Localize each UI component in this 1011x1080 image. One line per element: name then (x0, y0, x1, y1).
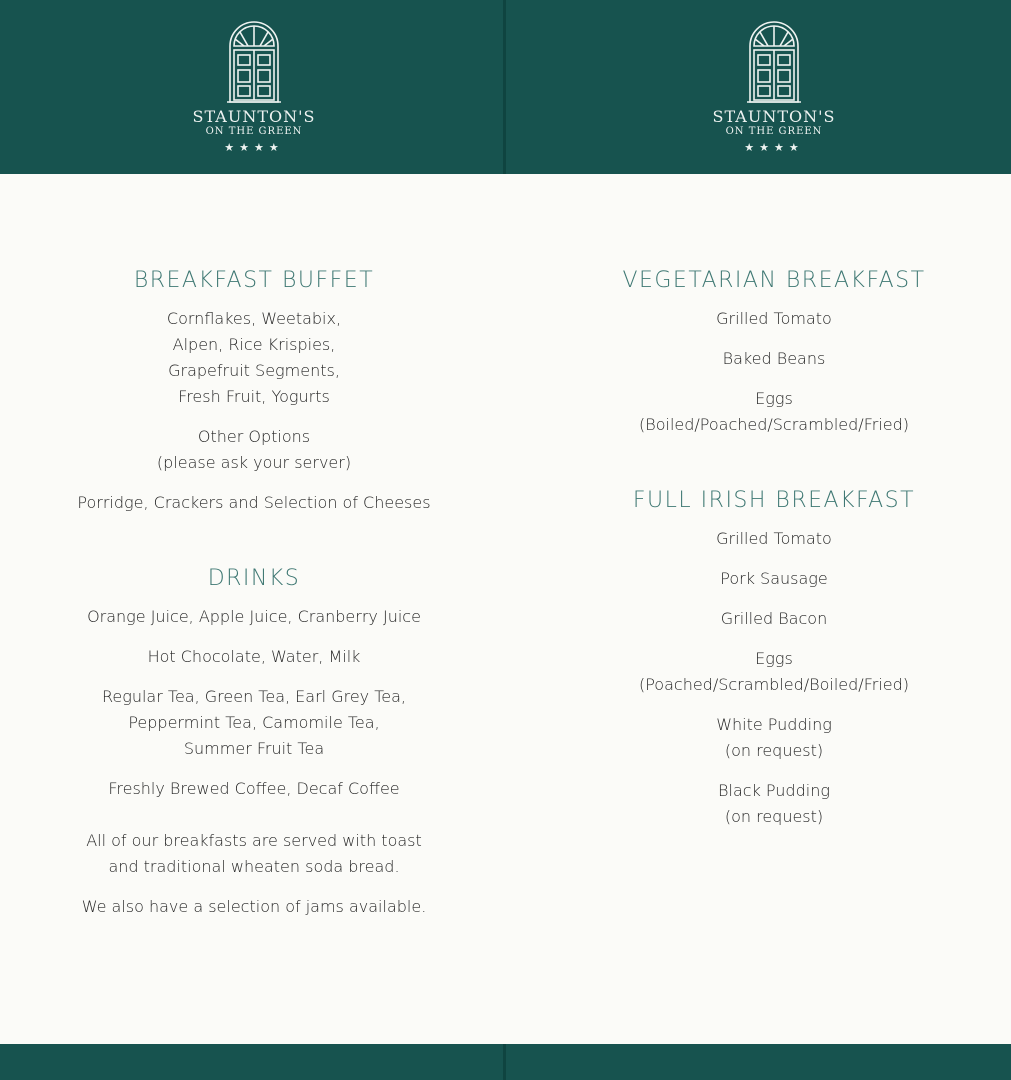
menu-item (534, 386, 1011, 438)
star-rating: ★★★★ (224, 141, 284, 154)
menu-item (534, 566, 1011, 592)
note-line: We also have a selection of jams available. (81, 897, 427, 916)
item-line: Baked Beans (722, 349, 826, 368)
logo-right (674, 16, 874, 154)
menu-item (14, 424, 494, 476)
item-line: Other Options (197, 427, 311, 446)
star-rating: ★★★★ (744, 141, 804, 154)
item-line: Grilled Tomato (716, 309, 832, 328)
item-line: (on request) (724, 741, 824, 760)
section-title-buffet: BREAKFAST BUFFET (133, 268, 375, 293)
item-line: Black Pudding (718, 781, 830, 800)
item-line: (on request) (724, 807, 824, 826)
item-line: Fresh Fruit, Yogurts (178, 387, 330, 406)
item-line: White Pudding (716, 715, 832, 734)
item-line: Summer Fruit Tea (183, 739, 325, 758)
menu-item (14, 776, 494, 802)
item-line: (Boiled/Poached/Scrambled/Fried) (638, 415, 909, 434)
item-line: Alpen, Rice Krispies, (172, 335, 336, 354)
left-column (14, 264, 494, 934)
menu-item (14, 306, 494, 410)
logo-left (154, 16, 354, 154)
menu-item (14, 644, 494, 670)
item-line: Grilled Tomato (716, 529, 832, 548)
item-line: Grapefruit Segments, (168, 361, 340, 380)
menu-item (14, 490, 494, 516)
menu-item (14, 604, 494, 630)
item-line: (Poached/Scrambled/Boiled/Fried) (638, 675, 909, 694)
item-line: Grilled Bacon (720, 609, 828, 628)
item-line: Orange Juice, Apple Juice, Cranberry Juice (87, 607, 421, 626)
brand-tagline: ON THE GREEN (725, 126, 823, 137)
door-icon (746, 16, 802, 104)
menu-item (534, 526, 1011, 552)
item-line: Regular Tea, Green Tea, Earl Grey Tea, (101, 687, 407, 706)
item-line: Freshly Brewed Coffee, Decaf Coffee (108, 779, 400, 798)
menu-item (534, 712, 1011, 764)
menu-item (534, 346, 1011, 372)
section-title-vegetarian: VEGETARIAN BREAKFAST (622, 268, 926, 293)
item-line: (please ask your server) (156, 453, 352, 472)
menu-note (14, 894, 494, 920)
menu-item (534, 606, 1011, 632)
brand-name: STAUNTON'S (712, 107, 836, 126)
note-line: and traditional wheaten soda bread. (108, 857, 400, 876)
brand-name: STAUNTON'S (192, 107, 316, 126)
right-column (534, 264, 1011, 844)
menu-item (534, 306, 1011, 332)
brand-tagline: ON THE GREEN (205, 126, 303, 137)
note-line: All of our breakfasts are served with toast (86, 831, 422, 850)
menu-note (14, 828, 494, 880)
section-title-irish: FULL IRISH BREAKFAST (632, 488, 916, 513)
page-fold (503, 0, 506, 174)
item-line: Eggs (755, 649, 793, 668)
item-line: Peppermint Tea, Camomile Tea, (128, 713, 380, 732)
item-line: Eggs (755, 389, 793, 408)
menu-item (534, 646, 1011, 698)
section-title-drinks: DRINKS (207, 566, 301, 591)
item-line: Porridge, Crackers and Selection of Cheeses (77, 493, 431, 512)
item-line: Pork Sausage (720, 569, 828, 588)
door-icon (226, 16, 282, 104)
item-line: Cornflakes, Weetabix, (166, 309, 342, 328)
page-fold (503, 1044, 506, 1080)
menu-item (14, 684, 494, 762)
menu-item (534, 778, 1011, 830)
item-line: Hot Chocolate, Water, Milk (147, 647, 361, 666)
